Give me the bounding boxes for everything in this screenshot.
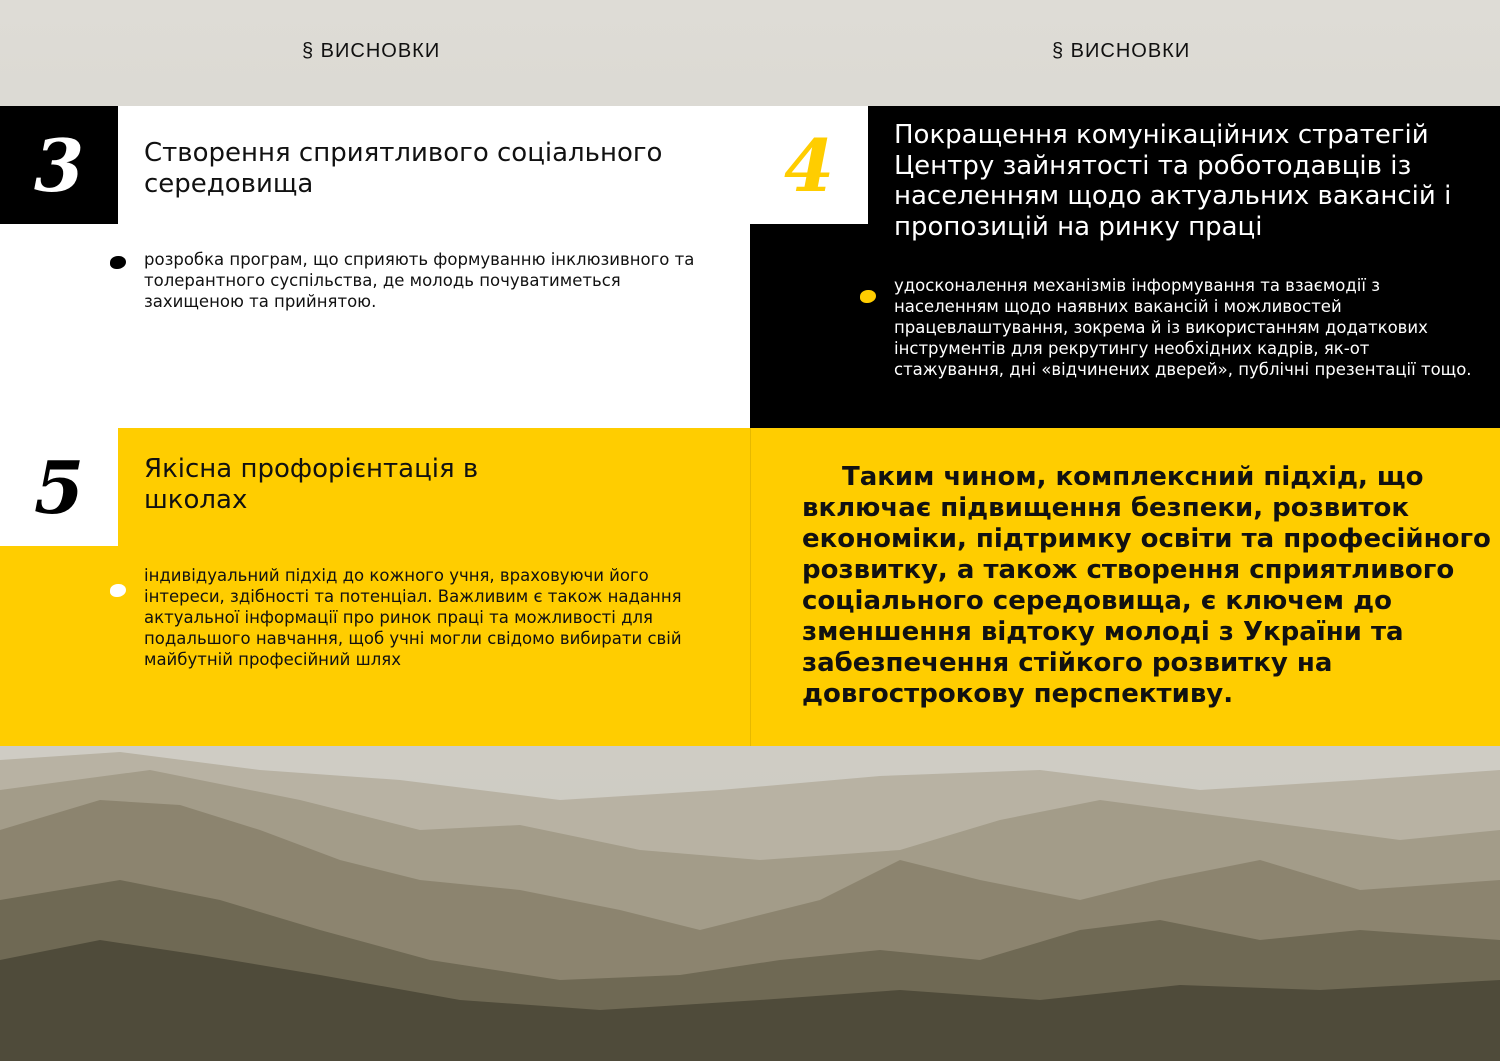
section-header-left: § ВИСНОВКИ [302,40,441,62]
section-3-text: розробка програм, що сприяють формуванню інклюзивного та толерантного суспільства, де молодь почуватиметься захищеною та прийнятою. [144,250,695,311]
section-header-right: § ВИСНОВКИ [1052,40,1191,62]
conclusion-text [802,462,1492,710]
bullet-icon [110,584,126,597]
section-4-panel [750,106,1500,428]
section-4-number: 4 [750,106,868,224]
section-3-number: 3 [0,106,118,224]
bullet-icon [110,256,126,269]
bullet-icon [860,290,876,303]
section-5-number: 5 [0,428,118,546]
section-4-text: удосконалення механізмів інформування та взаємодії з населенням щодо наявних вакансій і можливостей працевлаштування, зокрема й із використанням додаткових інструментів для рекрутингу необхідних кадрів, як-от стажування, дні «відчинених дверей», публічні презентації тощо. [894,276,1472,379]
section-5-text: індивідуальний підхід до кожного учня, враховуючи його інтереси, здібності та потенціал. Важливим є також надання актуальної інформації про ринок праці та можливості для подальшого навчання, щоб учні могли свідомо вибирати свій майбутній професійний шлях [144,566,682,669]
conclusion-paragraph: Таким чином, комплексний підхід, що включає підвищення безпеки, розвиток економіки, підтримку освіти та професійного розвитку, а також створення сприятливого соціального середовища, є ключем до зменшення відтоку молоді з України та забезпечення стійкого розвитку на довгострокову перспективу. [802,462,1491,709]
section-5-title: Якісна профорієнтація в школах [144,454,479,515]
section-3-title: Створення сприятливого соціального середовища [144,138,663,199]
section-4-title: Покращення комунікаційних стратегій Центру зайнятості та роботодавців із населенням щодо актуальних вакансій і пропозицій на ринку праці [894,120,1452,243]
section-5-panel [0,428,750,746]
section-3-panel [0,106,750,428]
